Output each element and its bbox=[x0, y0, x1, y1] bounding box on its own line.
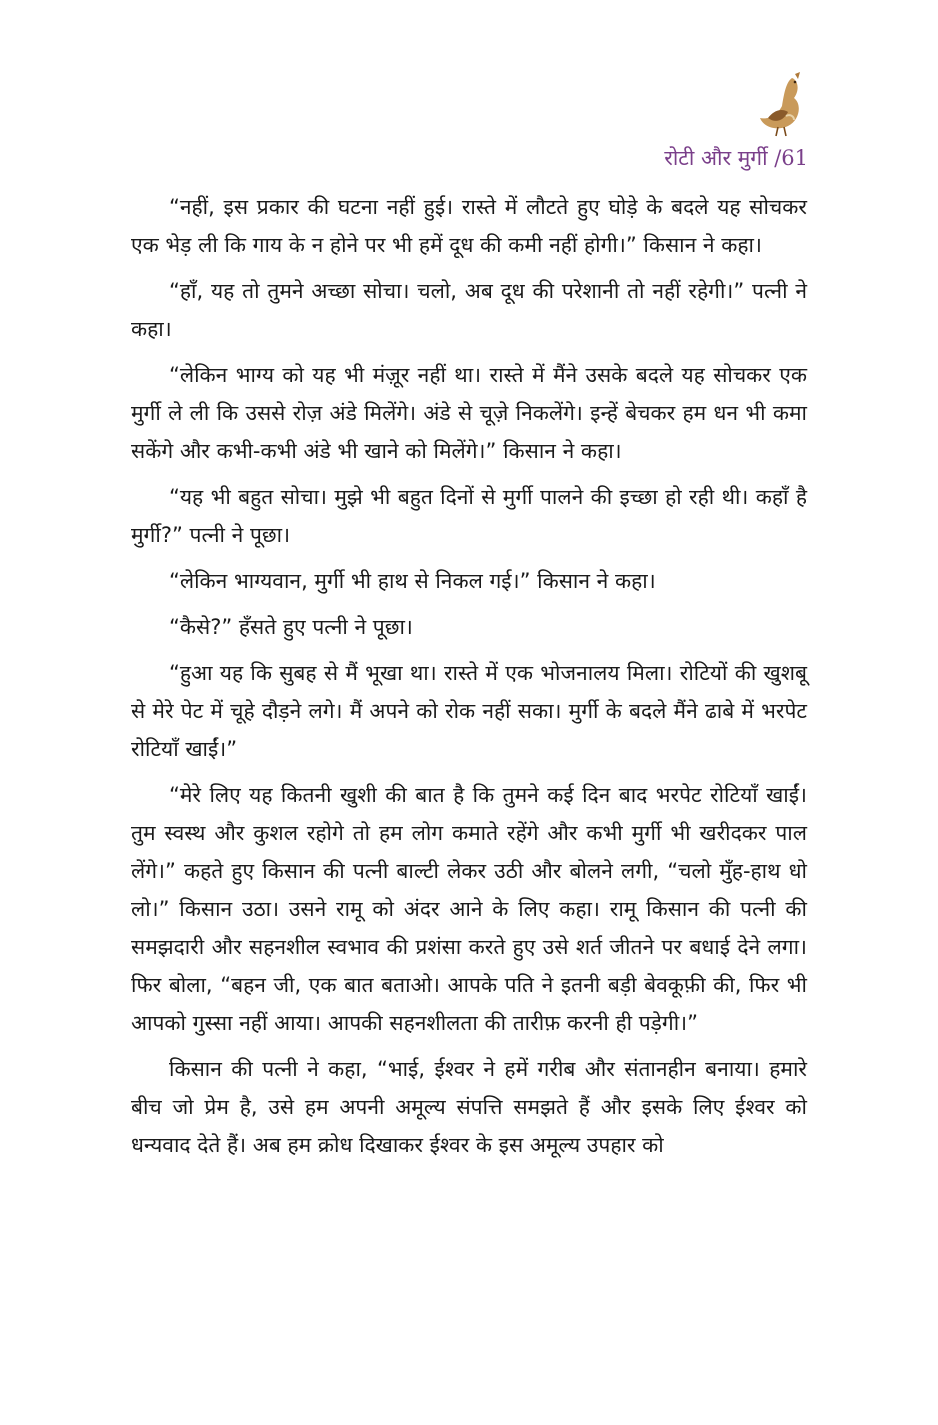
running-head: रोटी और मुर्गी /61 bbox=[664, 146, 808, 170]
paragraph: “हाँ, यह तो तुमने अच्छा सोचा। चलो, अब दूध की परेशानी तो नहीं रहेगी।” पत्नी ने कहा। bbox=[131, 279, 807, 341]
paragraph: “लेकिन भाग्य को यह भी मंज़ूर नहीं था। रास्ते में मैंने उसके बदले यह सोचकर एक मुर्गी ले ली कि उससे रोज़ अंडे मिलेंगे। अंडे से चूज़े निकलेंगे। इन्हें बेचकर हम धन भी कमा सकेंगे और कभी-कभी अंडे भी खाने को मिलेंगे।” किसान ने कहा। bbox=[131, 363, 807, 463]
paragraph: किसान की पत्नी ने कहा, “भाई, ईश्वर ने हमें गरीब और संतानहीन बनाया। हमारे बीच जो प्रेम है, उसे हम अपनी अमूल्य संपत्ति समझते हैं और इसके लिए ईश्वर को धन्यवाद देते हैं। अब हम क्रोध दिखाकर ईश्वर के इस अमूल्य उपहार को bbox=[131, 1057, 807, 1157]
hen-illustration-icon bbox=[748, 70, 808, 140]
paragraph: “कैसे?” हँसते हुए पत्नी ने पूछा। bbox=[169, 615, 413, 639]
body-text bbox=[131, 188, 807, 1172]
paragraph: “यह भी बहुत सोचा। मुझे भी बहुत दिनों से मुर्गी पालने की इच्छा हो रही थी। कहाँ है मुर्गी?” पत्नी ने पूछा। bbox=[131, 485, 807, 547]
page-header bbox=[608, 70, 808, 180]
paragraph: “लेकिन भाग्यवान, मुर्गी भी हाथ से निकल गई।” किसान ने कहा। bbox=[169, 569, 656, 593]
paragraph: “मेरे लिए यह कितनी खुशी की बात है कि तुमने कई दिन बाद भरपेट रोटियाँ खाईं। तुम स्वस्थ और कुशल रहोगे तो हम लोग कमाते रहेंगे और कभी मुर्गी भी खरीदकर पाल लेंगे।” कहते हुए किसान की पत्नी बाल्टी लेकर उठी और बोलने लगी, “चलो मुँह-हाथ धो लो।” किसान उठा। उसने रामू को अंदर आने के लिए कहा। रामू किसान की पत्नी की समझदारी और सहनशील स्वभाव की प्रशंसा करते हुए उसे शर्त जीतने पर बधाई देने लगा। फिर बोला, “बहन जी, एक बात बताओ। आपके पति ने इतनी बड़ी बेवकूफ़ी की, फिर भी आपको गुस्सा नहीं आया। आपकी सहनशीलता की तारीफ़ करनी ही पड़ेगी।” bbox=[131, 783, 807, 1035]
paragraph: “हुआ यह कि सुबह से मैं भूखा था। रास्ते में एक भोजनालय मिला। रोटियों की खुशबू से मेरे पेट में चूहे दौड़ने लगे। मैं अपने को रोक नहीं सका। मुर्गी के बदले मैंने ढाबे में भरपेट रोटियाँ खाईं।” bbox=[131, 661, 807, 761]
paragraph: “नहीं, इस प्रकार की घटना नहीं हुई। रास्ते में लौटते हुए घोड़े के बदले यह सोचकर एक भेड़ ली कि गाय के न होने पर भी हमें दूध की कमी नहीं होगी।” किसान ने कहा। bbox=[131, 195, 807, 257]
